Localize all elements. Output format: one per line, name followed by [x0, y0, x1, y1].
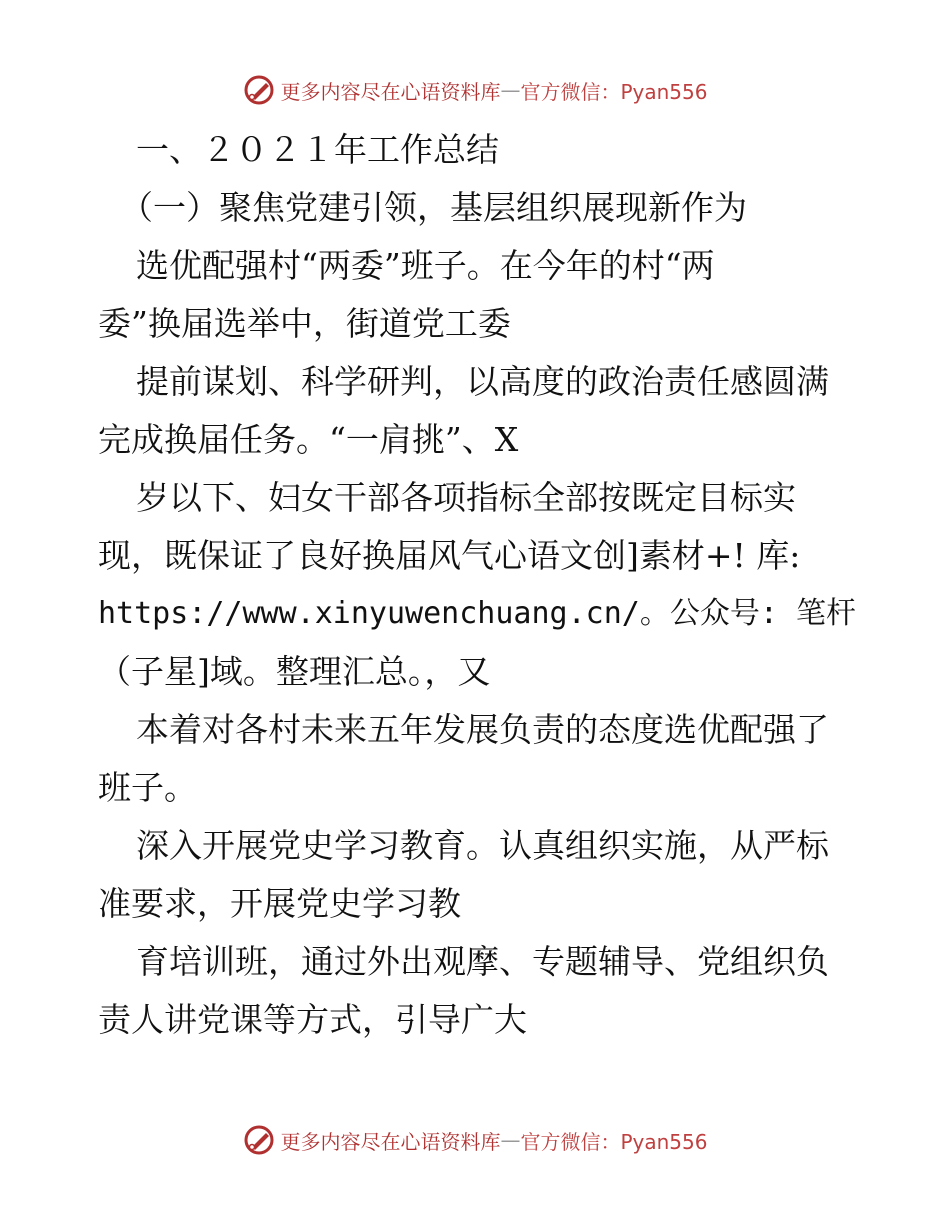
paragraph-line: 深入开展党史学习教育。认真组织实施，从严标: [136, 826, 829, 865]
banner-contact: 官方微信：Pyan556: [520, 79, 708, 104]
paragraph-line: 本着对各村未来五年发展负责的态度选优配强了: [136, 710, 829, 749]
footer-banner: [0, 1120, 950, 1160]
paragraph-line: 责人讲党课等方式，引导广大: [98, 1000, 527, 1039]
subsection-heading: （一）聚焦党建引领，基层组织展现新作为: [120, 188, 747, 227]
paragraph-line: 现，既保证了良好换届风气心语文创]素材+! 库:: [98, 536, 801, 575]
pen-nib-logo-icon: [242, 73, 276, 107]
paragraph-line: 委”换届选举中，街道党工委: [98, 304, 511, 343]
banner-contact: 官方微信：Pyan556: [520, 1129, 708, 1154]
paragraph-line: 班子。: [98, 768, 197, 807]
section-heading: 一、２０２１年工作总结: [136, 130, 499, 169]
paragraph-line: （子星]域。整理汇总。，又: [98, 652, 491, 691]
document-body: [98, 121, 858, 1049]
pen-nib-logo-icon: [242, 1123, 276, 1157]
banner-text: 更多内容尽在心语资料库: [280, 1129, 501, 1154]
banner-separator: —: [500, 78, 521, 102]
paragraph-line: 完成换届任务。“一肩挑”、X: [98, 420, 519, 459]
paragraph-line: 选优配强村“两委”班子。在今年的村“两: [136, 246, 715, 285]
header-banner: [0, 70, 950, 110]
banner-text: 更多内容尽在心语资料库: [280, 79, 501, 104]
paragraph-line: 岁以下、妇女干部各项指标全部按既定目标实: [136, 478, 796, 517]
paragraph-line-url: https://www.xinyuwenchuang.cn/。公众号: 笔杆: [98, 596, 856, 631]
paragraph-line: 提前谋划、科学研判，以高度的政治责任感圆满: [136, 362, 829, 401]
paragraph-line: 准要求，开展党史学习教: [98, 884, 461, 923]
paragraph-line: 育培训班，通过外出观摩、专题辅导、党组织负: [136, 942, 829, 981]
banner-separator: —: [500, 1128, 521, 1152]
